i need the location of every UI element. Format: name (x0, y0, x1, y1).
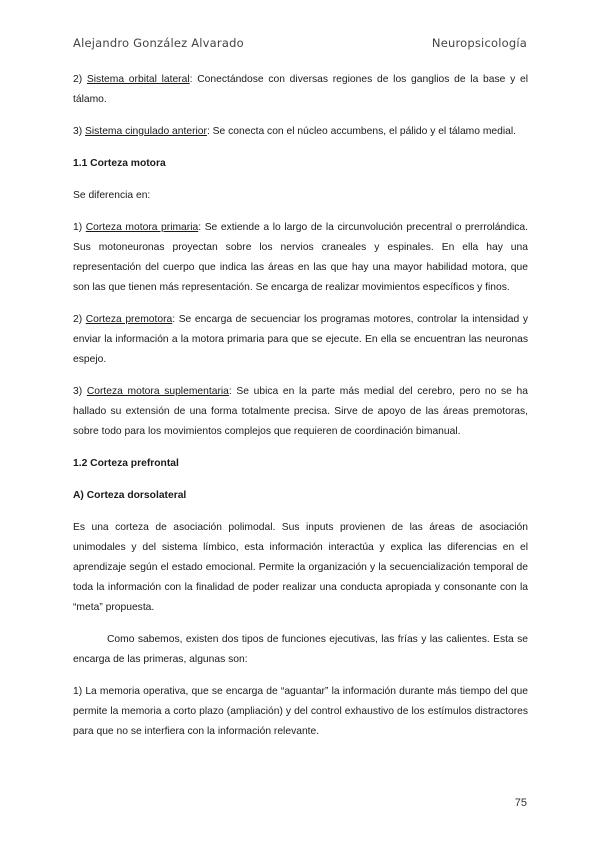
paragraph-sistema-cingulado (73, 122, 528, 142)
heading-corteza-prefrontal: 1.2 Corteza prefrontal (73, 458, 179, 469)
header-subject: Neuropsicología (431, 36, 527, 50)
list-number: 2) (73, 314, 86, 325)
paragraph-text: : Conectándose con diversas regiones de los ganglios de la base y el tálamo. (73, 74, 528, 105)
term-sistema-cingulado: Sistema cingulado anterior (85, 126, 207, 137)
paragraph-motora-primaria (73, 218, 528, 298)
heading-corteza-dorsolateral: A) Corteza dorsolateral (73, 490, 187, 501)
paragraph-text: : Se conecta con el núcleo accumbens, el pálido y el tálamo medial. (206, 126, 517, 137)
paragraph-sistema-orbital (73, 70, 528, 110)
document-body (73, 70, 528, 754)
page-number: 75 (514, 797, 527, 809)
paragraph-text: : Se extiende a lo largo de la circunvolución precentral o prerrolándica. Sus motoneuronas proyectan sobre los nervios craneales y espinales. En ella hay una representación del cuerpo que indica las áreas en las que hay una mayor habilidad motora, que son las que tienen más representación. Se encarga de realizar movimientos específicos y finos. (73, 222, 528, 293)
paragraph-premotora (73, 310, 528, 370)
paragraph-funciones-ejecutivas: Como sabemos, existen dos tipos de funciones ejecutivas, las frías y las calientes. Esta se encarga de las primeras, algunas son: (73, 634, 528, 665)
list-number: 3) (73, 386, 87, 397)
list-number: 3) (73, 126, 86, 137)
paragraph-motora-suplementaria (73, 382, 528, 442)
term-motora-primaria: Corteza motora primaria (85, 222, 199, 233)
term-motora-suplementaria: Corteza motora suplementaria (86, 386, 229, 397)
paragraph-memoria-operativa: 1) La memoria operativa, que se encarga de “aguantar” la información durante más tiempo del que permite la memoria a corto plazo (ampliación) y del control exhaustivo de los estímulos distractores para que no se interfiera con la información relevante. (73, 686, 528, 737)
list-number: 2) (73, 74, 87, 85)
header-author: Alejandro González Alvarado (73, 36, 244, 50)
list-number: 1) (73, 222, 86, 233)
page-header (73, 36, 527, 50)
term-sistema-orbital: Sistema orbital lateral (86, 74, 190, 85)
term-premotora: Corteza premotora (85, 314, 173, 325)
paragraph-text: : Se ubica en la parte más medial del cerebro, pero no se ha hallado su extensión de una forma totalmente precisa. Sirve de apoyo de las áreas premotoras, sobre todo para los movimientos complejos que requieren de coordinación bimanual. (73, 386, 528, 437)
paragraph-se-diferencia: Se diferencia en: (73, 190, 151, 201)
paragraph-text: : Se encarga de secuenciar los programas motores, controlar la intensidad y enviar la información a la motora primaria para que se ejecute. En ella se encuentran las neuronas espejo. (73, 314, 528, 365)
heading-corteza-motora: 1.1 Corteza motora (73, 158, 166, 169)
paragraph-asociacion-polimodal: Es una corteza de asociación polimodal. Sus inputs provienen de las áreas de asociación unimodales y del sistema límbico, esta información interactúa y explica las diferencias en el aprendizaje según el estado emocional. Permite la organización y la secuencialización temporal de toda la información con la finalidad de poder realizar una conducta apropiada y consonante con la “meta” propuesta. (73, 522, 528, 613)
